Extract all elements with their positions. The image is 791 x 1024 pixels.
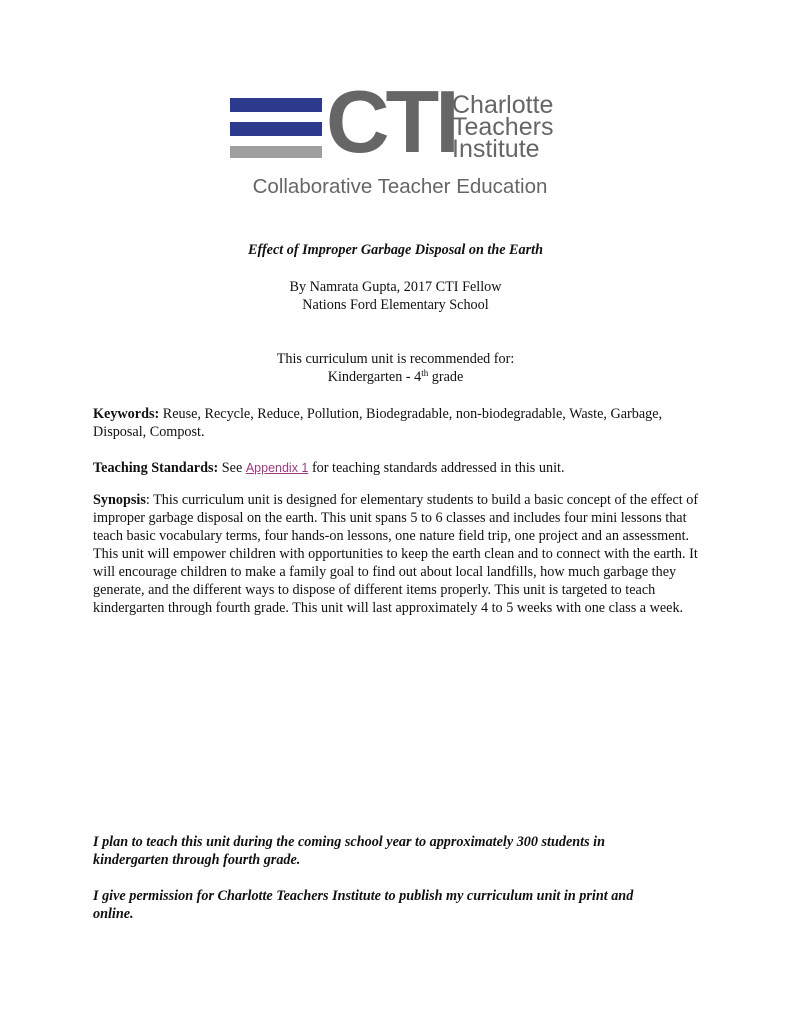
school-name: Nations Ford Elementary School (302, 297, 489, 313)
synopsis-text: : This curriculum unit is designed for elementary students to build a basic concept of the effect of improper garbage disposal on the earth. This unit spans 5 to 6 classes and includes four mini lessons that teach basic vocabulary terms, four hands-on lessons, one nature field trip, one project and an assessment. This unit will empower children with opportunities to keep the earth clean and to connect with the earth. It will encourage children to make a family goal to find out about local landfills, how much garbage they generate, and the different ways to dispose of different items properly. This unit is targeted to teach kindergarten through fourth grade. This unit will last approximately 4 to 5 weeks with one class a week. (93, 492, 699, 616)
synopsis-label: Synopsis (93, 492, 146, 508)
logo-tagline: Collaborative Teacher Education (252, 175, 548, 198)
grade-superscript: th (421, 368, 429, 378)
grade-prefix: Kindergarten - 4 (327, 369, 422, 385)
keywords-paragraph (93, 405, 713, 441)
logo-bar (230, 98, 322, 112)
grade-suffix: grade (428, 369, 464, 385)
synopsis-paragraph (93, 491, 713, 617)
logo-name-line: Institute (452, 135, 540, 163)
standards-before: See (218, 460, 246, 476)
logo-mark: CTI (326, 72, 456, 171)
logo-name-line: Charlotte (452, 91, 554, 119)
document-title: Effect of Improper Garbage Disposal on the Earth (248, 242, 543, 258)
appendix-link[interactable]: Appendix 1 (245, 461, 309, 475)
grade-range (0, 368, 791, 386)
permission-statement: I give permission for Charlotte Teachers Institute to publish my curriculum unit in print and online. (93, 888, 634, 922)
standards-label: Teaching Standards: (93, 460, 219, 476)
cti-logo (230, 72, 570, 207)
keywords-text: Reuse, Recycle, Reduce, Pollution, Biodegradable, non-biodegradable, Waste, Garbage, Disposal, Compost. (93, 406, 663, 440)
author-byline: By Namrata Gupta, 2017 CTI Fellow (289, 279, 502, 295)
logo-bars-icon (230, 98, 322, 162)
standards-paragraph (93, 459, 713, 477)
logo-bar (230, 122, 322, 136)
logo-name (452, 91, 554, 163)
standards-after: for teaching standards addressed in this unit. (308, 460, 565, 476)
recommendation-line: This curriculum unit is recommended for: (276, 351, 515, 367)
logo-name-line: Teachers (452, 113, 554, 141)
keywords-label: Keywords: (93, 406, 160, 422)
logo-bar (230, 146, 322, 158)
plan-statement: I plan to teach this unit during the coming school year to approximately 300 students in kindergarten through fourth grade. (93, 834, 606, 868)
